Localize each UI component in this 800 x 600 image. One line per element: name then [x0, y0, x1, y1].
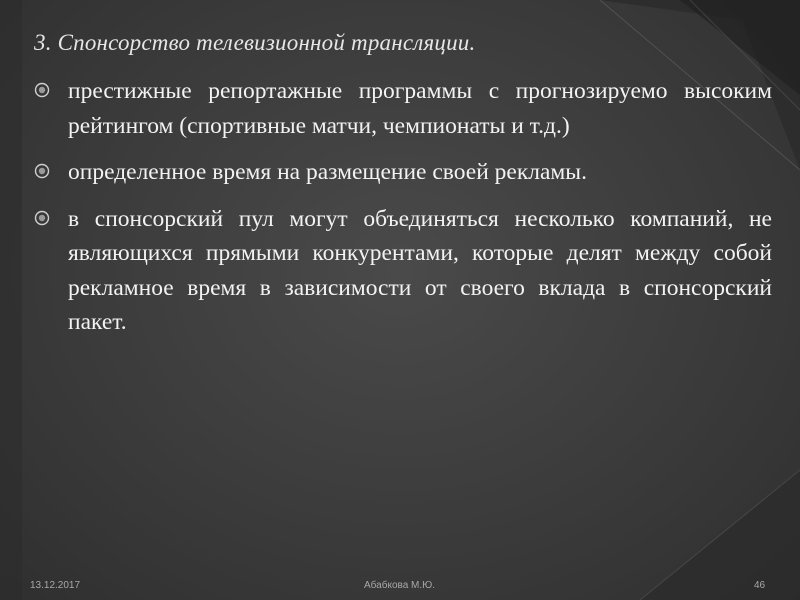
bullet-text: определенное время на размещение своей рекламы.	[68, 159, 587, 185]
circle-bullet-icon	[32, 208, 58, 234]
bullet-item	[32, 155, 772, 190]
slide-footer	[0, 578, 800, 596]
page-number: 46	[754, 580, 766, 591]
bullet-text: в спонсорский пул могут объединяться несколько компаний, не являющихся прямыми конкурентами, которые делят между собой рекламное время в зависимости от своего вклада в спонсорский пакет.	[68, 205, 772, 335]
bullet-list	[32, 74, 772, 352]
bullet-item	[32, 74, 772, 143]
circle-bullet-icon	[32, 80, 58, 106]
slide-heading: 3. Спонсорство телевизионной трансляции.	[34, 30, 476, 55]
bullet-text: престижные репортажные программы с прогнозируемо высоким рейтингом (спортивные матчи, чемпионаты и т.д.)	[68, 78, 772, 139]
bullet-item	[32, 202, 772, 340]
footer-date: 13.12.2017	[30, 580, 81, 591]
circle-bullet-icon	[32, 161, 58, 187]
footer-author: Абабкова М.Ю.	[364, 580, 436, 591]
